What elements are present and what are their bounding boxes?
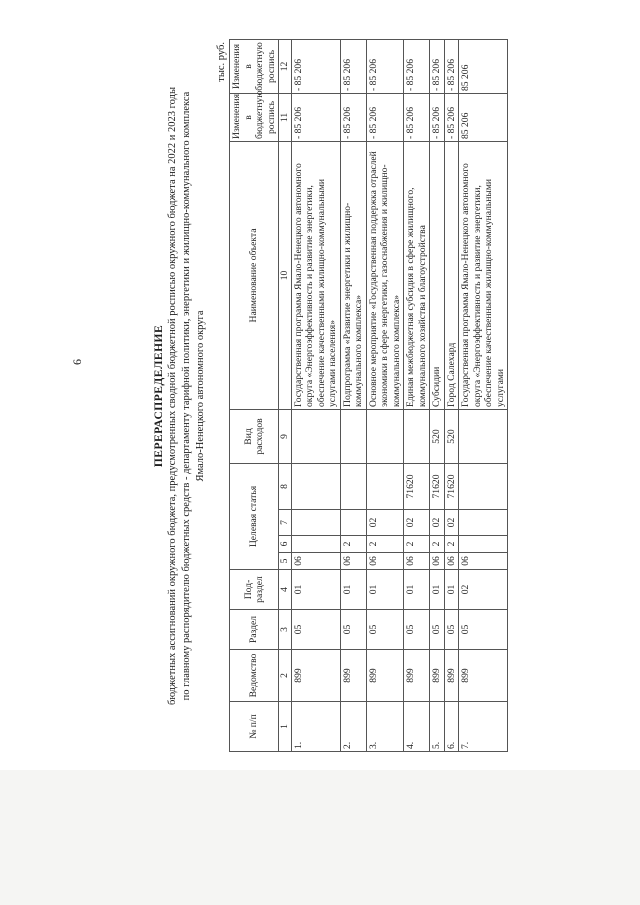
row-ts-event	[291, 510, 340, 536]
header-object-name: Наименование объекта	[230, 141, 279, 409]
document-title: ПЕРЕРАСПРЕДЕЛЕНИЕ	[153, 324, 165, 468]
row-change-2: - 85 206	[404, 39, 430, 93]
row-change-2: - 85 206	[444, 39, 459, 93]
table-header-row	[230, 39, 279, 751]
header-podrazdel: Под-раздел	[230, 570, 279, 610]
table-row	[340, 39, 366, 751]
column-number: 2	[279, 650, 292, 702]
row-num: 7.	[459, 702, 508, 752]
row-ts-subprogram	[459, 536, 508, 553]
column-number: 1	[279, 702, 292, 752]
row-ts-subprogram: 2	[366, 536, 404, 553]
column-number: 4	[279, 570, 292, 610]
column-number: 3	[279, 610, 292, 650]
header-num: № п/п	[230, 702, 279, 752]
row-change-2: - 85 206	[366, 39, 404, 93]
row-vedomstvo: 899	[444, 650, 459, 702]
row-ts-direction	[459, 463, 508, 509]
row-ts-direction: 71620	[444, 463, 459, 509]
document-subtitle-line-2: по главному распорядителю бюджетных средств - департаменту тарифной политики, энергетики и жилищно-коммунального комплекса	[181, 91, 192, 701]
row-podrazdel: 01	[430, 570, 445, 610]
row-vid	[340, 409, 366, 463]
row-ts-program: 06	[366, 553, 404, 570]
header-razdel: Раздел	[230, 610, 279, 650]
row-change-2: - 85 206	[291, 39, 340, 93]
row-ts-event: 02	[404, 510, 430, 536]
row-object-name: Подпрограмма «Развитие энергетики и жилищно-коммунального комплекса»	[340, 141, 366, 409]
table-row	[366, 39, 404, 751]
page-number: 6	[70, 359, 84, 365]
column-number: 12	[279, 39, 292, 93]
row-vedomstvo: 899	[340, 650, 366, 702]
column-number: 11	[279, 93, 292, 141]
row-vid	[459, 409, 508, 463]
row-ts-event	[459, 510, 508, 536]
row-vid	[404, 409, 430, 463]
row-object-name: Государственная программа Ямало-Ненецкого автономного округа «Энергоэффективность и развитие энергетики, обеспечение качественными жилищно-коммунальными услугами	[459, 141, 508, 409]
row-ts-program: 06	[291, 553, 340, 570]
row-object-name: Субсидии	[430, 141, 445, 409]
row-num: 6.	[444, 702, 459, 752]
table-row	[430, 39, 445, 751]
row-vedomstvo: 899	[366, 650, 404, 702]
table-row	[459, 39, 508, 751]
row-vid: 520	[430, 409, 445, 463]
row-razdel: 05	[366, 610, 404, 650]
row-object-name: Единая межбюджетная субсидия в сфере жилищного, коммунального хозяйства и благоустройства	[404, 141, 430, 409]
row-object-name: Основное мероприятие «Государственная поддержка отраслей экономики в сфере энергетики, газоснабжения и жилищно-коммунального комплекса»	[366, 141, 404, 409]
row-podrazdel: 01	[404, 570, 430, 610]
row-ts-program: 06	[430, 553, 445, 570]
column-number-row	[279, 39, 292, 751]
column-number: 5	[279, 553, 292, 570]
row-vedomstvo: 899	[459, 650, 508, 702]
table-row	[444, 39, 459, 751]
row-vid	[366, 409, 404, 463]
row-num: 2.	[340, 702, 366, 752]
column-number: 7	[279, 510, 292, 536]
scan-background-strip	[0, 770, 640, 905]
row-ts-event	[340, 510, 366, 536]
row-change-1: - 85 206	[444, 93, 459, 141]
row-ts-event: 02	[444, 510, 459, 536]
row-num: 3.	[366, 702, 404, 752]
row-object-name: Государственная программа Ямало-Ненецкого автономного округа «Энергоэффективность и развитие энергетики, обеспечение качественными жилищно-коммунальными услугами населения»	[291, 141, 340, 409]
row-change-1: - 85 206	[291, 93, 340, 141]
row-ts-program: 06	[444, 553, 459, 570]
row-ts-event: 02	[366, 510, 404, 536]
row-ts-subprogram	[291, 536, 340, 553]
row-ts-program: 06	[340, 553, 366, 570]
row-razdel: 05	[430, 610, 445, 650]
row-podrazdel: 02	[459, 570, 508, 610]
table-row	[404, 39, 430, 751]
rotated-document	[150, 40, 590, 752]
header-vid-raskhodov: Вид расходов	[230, 409, 279, 463]
row-ts-direction	[291, 463, 340, 509]
row-razdel: 05	[404, 610, 430, 650]
row-num: 1.	[291, 702, 340, 752]
row-ts-direction	[340, 463, 366, 509]
row-podrazdel: 01	[340, 570, 366, 610]
header-tselevaya-statya: Целевая статья	[230, 463, 279, 569]
row-change-1: - 85 206	[366, 93, 404, 141]
row-ts-program: 06	[404, 553, 430, 570]
row-object-name: Город Салехард	[444, 141, 459, 409]
row-ts-subprogram: 2	[444, 536, 459, 553]
document-subtitle-line-1: бюджетных ассигнований окружного бюджета, предусмотренных сводной бюджетной росписью окружного бюджета на 2022 и 2023 годы	[167, 86, 178, 706]
row-change-2: - 85 206	[430, 39, 445, 93]
header-change-2: Изменения в бюджетную роспись	[230, 39, 279, 93]
row-change-1: - 85 206	[340, 93, 366, 141]
row-podrazdel: 01	[291, 570, 340, 610]
row-ts-subprogram: 2	[430, 536, 445, 553]
column-number: 9	[279, 409, 292, 463]
redistribution-table	[229, 39, 508, 752]
row-razdel: 05	[459, 610, 508, 650]
row-num: 4.	[404, 702, 430, 752]
row-ts-direction: 71620	[404, 463, 430, 509]
row-change-2: - 85 206	[340, 39, 366, 93]
row-podrazdel: 01	[366, 570, 404, 610]
row-ts-direction: 71620	[430, 463, 445, 509]
row-podrazdel: 01	[444, 570, 459, 610]
row-vid	[291, 409, 340, 463]
row-ts-direction	[366, 463, 404, 509]
row-ts-subprogram: 2	[340, 536, 366, 553]
table-row	[291, 39, 340, 751]
row-vedomstvo: 899	[291, 650, 340, 702]
column-number: 10	[279, 141, 292, 409]
row-vedomstvo: 899	[430, 650, 445, 702]
row-vid: 520	[444, 409, 459, 463]
row-change-1: - 85 206	[430, 93, 445, 141]
header-change-1: Изменения в бюджетную роспись	[230, 93, 279, 141]
title-block	[152, 40, 208, 752]
row-ts-event: 02	[430, 510, 445, 536]
unit-label: тыс. руб.	[216, 42, 227, 82]
row-num: 5.	[430, 702, 445, 752]
row-ts-program: 06	[459, 553, 508, 570]
row-razdel: 05	[340, 610, 366, 650]
row-vedomstvo: 899	[404, 650, 430, 702]
row-change-1: - 85 206	[404, 93, 430, 141]
row-change-2: 85 206	[459, 39, 508, 93]
row-razdel: 05	[444, 610, 459, 650]
row-razdel: 05	[291, 610, 340, 650]
row-change-1: 85 206	[459, 93, 508, 141]
document-subtitle-line-3: Ямало-Ненецкого автономного округа	[195, 310, 206, 482]
column-number: 6	[279, 536, 292, 553]
column-number: 8	[279, 463, 292, 509]
header-vedomstvo: Ведомство	[230, 650, 279, 702]
row-ts-subprogram: 2	[404, 536, 430, 553]
